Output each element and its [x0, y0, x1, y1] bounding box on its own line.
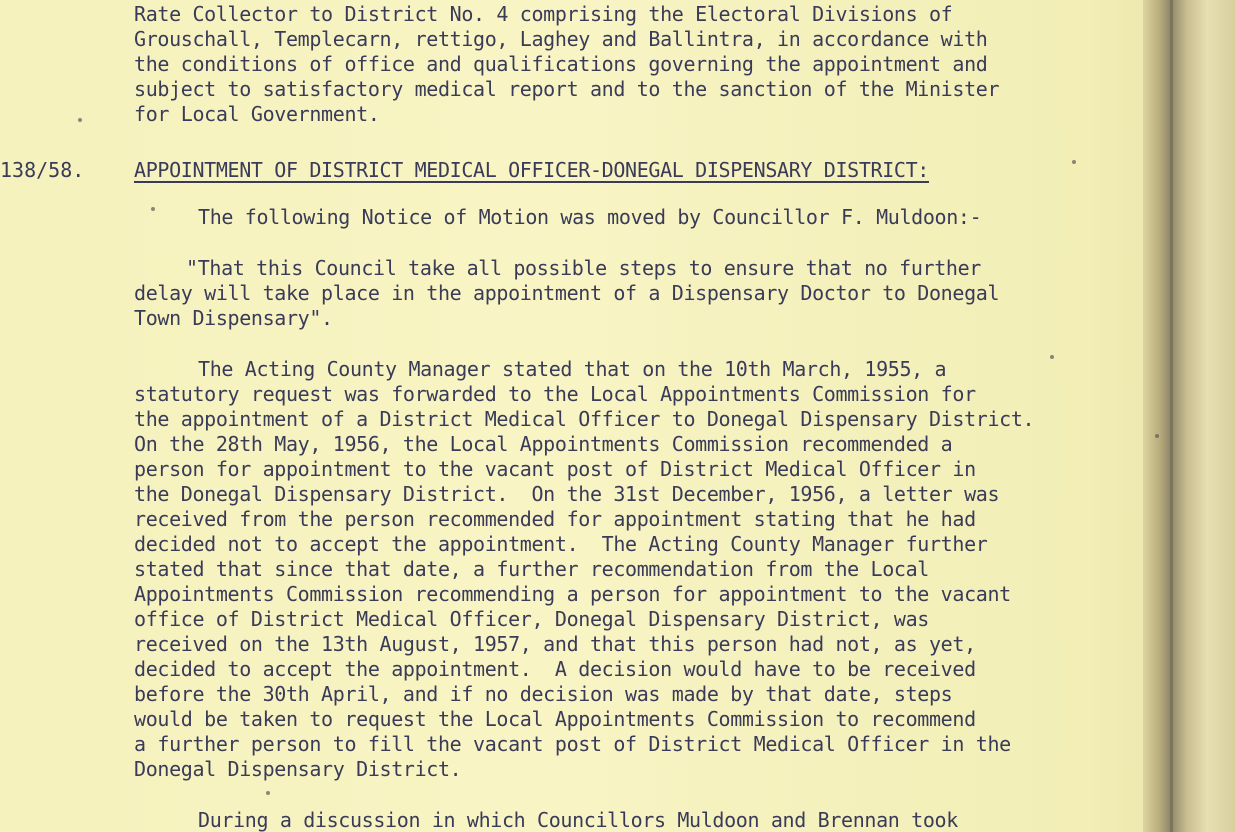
statement-line-17: Donegal Dispensary District.	[134, 757, 462, 781]
motion-line-2: delay will take place in the appointment of a Dispensary Doctor to Donegal	[134, 281, 1000, 305]
statement-line-2: statutory request was forwarded to the Local Appointments Commission for	[134, 382, 976, 406]
statement-line-13: decided to accept the appointment. A decision would have to be received	[134, 657, 976, 681]
paper-speck	[151, 207, 155, 211]
motion-line-1: "That this Council take all possible steps to ensure that no further	[186, 256, 981, 280]
section-heading: APPOINTMENT OF DISTRICT MEDICAL OFFICER-DONEGAL DISPENSARY DISTRICT:	[134, 158, 929, 182]
statement-line-12: received on the 13th August, 1957, and that this person had not, as yet,	[134, 632, 976, 656]
paper-speck	[266, 791, 270, 795]
discussion-line: During a discussion in which Councillors Muldoon and Brennan took	[198, 808, 958, 832]
statement-line-10: Appointments Commission recommending a person for appointment to the vacant	[134, 582, 1011, 606]
statement-line-11: office of District Medical Officer, Donegal Dispensary District, was	[134, 607, 929, 631]
intro-line-5: for Local Government.	[134, 102, 380, 126]
statement-line-5: person for appointment to the vacant post of District Medical Officer in	[134, 457, 976, 481]
page-edge-line	[1170, 0, 1173, 832]
statement-line-9: stated that since that date, a further recommendation from the Local	[134, 557, 929, 581]
statement-line-3: the appointment of a District Medical Officer to Donegal Dispensary District.	[134, 407, 1035, 431]
minute-number: 138/58.	[0, 158, 85, 182]
statement-line-15: would be taken to request the Local Appointments Commission to recommend	[134, 707, 976, 731]
statement-line-7: received from the person recommended for appointment stating that he had	[134, 507, 976, 531]
paper-speck	[78, 118, 82, 122]
statement-line-14: before the 30th April, and if no decision was made by that date, steps	[134, 682, 953, 706]
intro-line-1: Rate Collector to District No. 4 comprising the Electoral Divisions of	[134, 2, 953, 26]
intro-line-4: subject to satisfactory medical report and to the sanction of the Minister	[134, 77, 1000, 101]
statement-line-8: decided not to accept the appointment. The Acting County Manager further	[134, 532, 988, 556]
statement-line-16: a further person to fill the vacant post of District Medical Officer in the	[134, 732, 1011, 756]
paper-speck	[1155, 434, 1159, 438]
motion-line-3: Town Dispensary".	[134, 306, 333, 330]
book-spine-shadow	[1143, 0, 1235, 832]
statement-line-6: the Donegal Dispensary District. On the 31st December, 1956, a letter was	[134, 482, 1000, 506]
intro-line-2: Grouschall, Templecarn, rettigo, Laghey and Ballintra, in accordance with	[134, 27, 988, 51]
paper-speck	[1050, 355, 1054, 359]
paper-speck	[1072, 160, 1076, 164]
intro-line-3: the conditions of office and qualifications governing the appointment and	[134, 52, 988, 76]
statement-line-1: The Acting County Manager stated that on the 10th March, 1955, a	[198, 357, 947, 381]
statement-line-4: On the 28th May, 1956, the Local Appointments Commission recommended a	[134, 432, 953, 456]
motion-intro: The following Notice of Motion was moved by Councillor F. Muldoon:-	[198, 205, 982, 229]
